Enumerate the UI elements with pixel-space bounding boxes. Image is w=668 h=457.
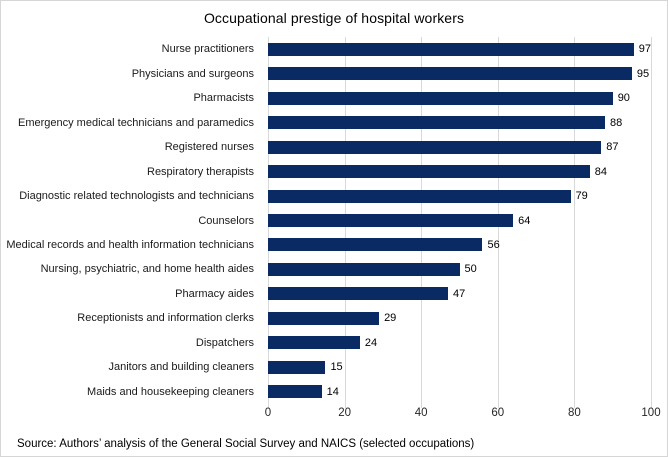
value-label: 56 <box>487 238 500 251</box>
category-label: Receptionists and information clerks <box>77 312 254 325</box>
x-tick-label: 20 <box>338 407 351 419</box>
category-label: Pharmacists <box>193 92 254 105</box>
x-axis <box>264 407 661 422</box>
bar-row <box>268 159 651 183</box>
value-label: 47 <box>453 287 466 300</box>
value-label: 90 <box>617 92 630 105</box>
x-tick-label: 100 <box>641 407 661 419</box>
category-label: Dispatchers <box>195 336 254 349</box>
category-label: Diagnostic related technologists and technicians <box>19 190 254 203</box>
bar-row <box>268 355 651 379</box>
value-label: 95 <box>636 67 650 80</box>
category-label: Physicians and surgeons <box>131 67 254 80</box>
bar <box>268 43 634 56</box>
bar-row <box>268 282 651 306</box>
bar-row <box>268 233 651 257</box>
gridline <box>651 37 652 404</box>
bar <box>268 141 601 154</box>
source-note: Source: Authors’ analysis of the General Social Survey and NAICS (selected occupations) <box>17 438 475 450</box>
bars-layer <box>268 37 651 404</box>
bar <box>268 361 325 374</box>
bar <box>268 287 448 300</box>
value-label: 15 <box>330 361 343 374</box>
bar-row <box>268 37 651 61</box>
x-tick-label: 0 <box>264 407 272 419</box>
category-label: Emergency medical technicians and paramedics <box>17 116 254 129</box>
value-label: 79 <box>575 190 588 203</box>
bar-row <box>268 110 651 134</box>
bar <box>268 116 605 129</box>
chart-title: Occupational prestige of hospital workers <box>203 10 465 26</box>
category-label: Nursing, psychiatric, and home health aides <box>40 263 254 276</box>
value-label: 24 <box>364 336 378 349</box>
category-label: Registered nurses <box>164 141 254 154</box>
category-label: Medical records and health information technicians <box>6 238 254 251</box>
category-label: Janitors and building cleaners <box>108 361 254 374</box>
value-label: 50 <box>464 263 477 276</box>
value-label: 84 <box>594 165 607 178</box>
bar-row <box>268 257 651 281</box>
bar <box>268 336 360 349</box>
value-label: 87 <box>606 141 619 154</box>
bar-row <box>268 86 651 110</box>
category-label: Maids and housekeeping cleaners <box>87 385 254 398</box>
bar <box>268 238 482 251</box>
x-tick-label: 80 <box>567 407 581 419</box>
plot-area <box>268 37 651 404</box>
bar-row <box>268 380 651 404</box>
bar <box>268 67 632 80</box>
x-tick-label: 60 <box>491 407 505 419</box>
category-label: Counselors <box>198 214 254 227</box>
bar <box>268 385 322 398</box>
value-label: 14 <box>326 385 339 398</box>
bar <box>268 165 590 178</box>
bar <box>268 312 379 325</box>
bar-row <box>268 208 651 232</box>
bar <box>268 190 571 203</box>
value-label: 97 <box>638 43 651 56</box>
value-label: 29 <box>384 312 397 325</box>
category-label: Pharmacy aides <box>175 287 254 300</box>
bar-row <box>268 61 651 85</box>
value-label: 88 <box>610 116 623 129</box>
value-label: 64 <box>518 214 531 227</box>
bar <box>268 214 513 227</box>
bar-row <box>268 331 651 355</box>
bar-row <box>268 306 651 330</box>
category-axis <box>1 37 261 404</box>
x-tick-label: 40 <box>414 407 428 419</box>
bar-row <box>268 135 651 159</box>
bar-row <box>268 184 651 208</box>
bar <box>268 92 613 105</box>
category-label: Nurse practitioners <box>161 43 254 56</box>
bar <box>268 263 460 276</box>
category-label: Respiratory therapists <box>147 165 254 178</box>
